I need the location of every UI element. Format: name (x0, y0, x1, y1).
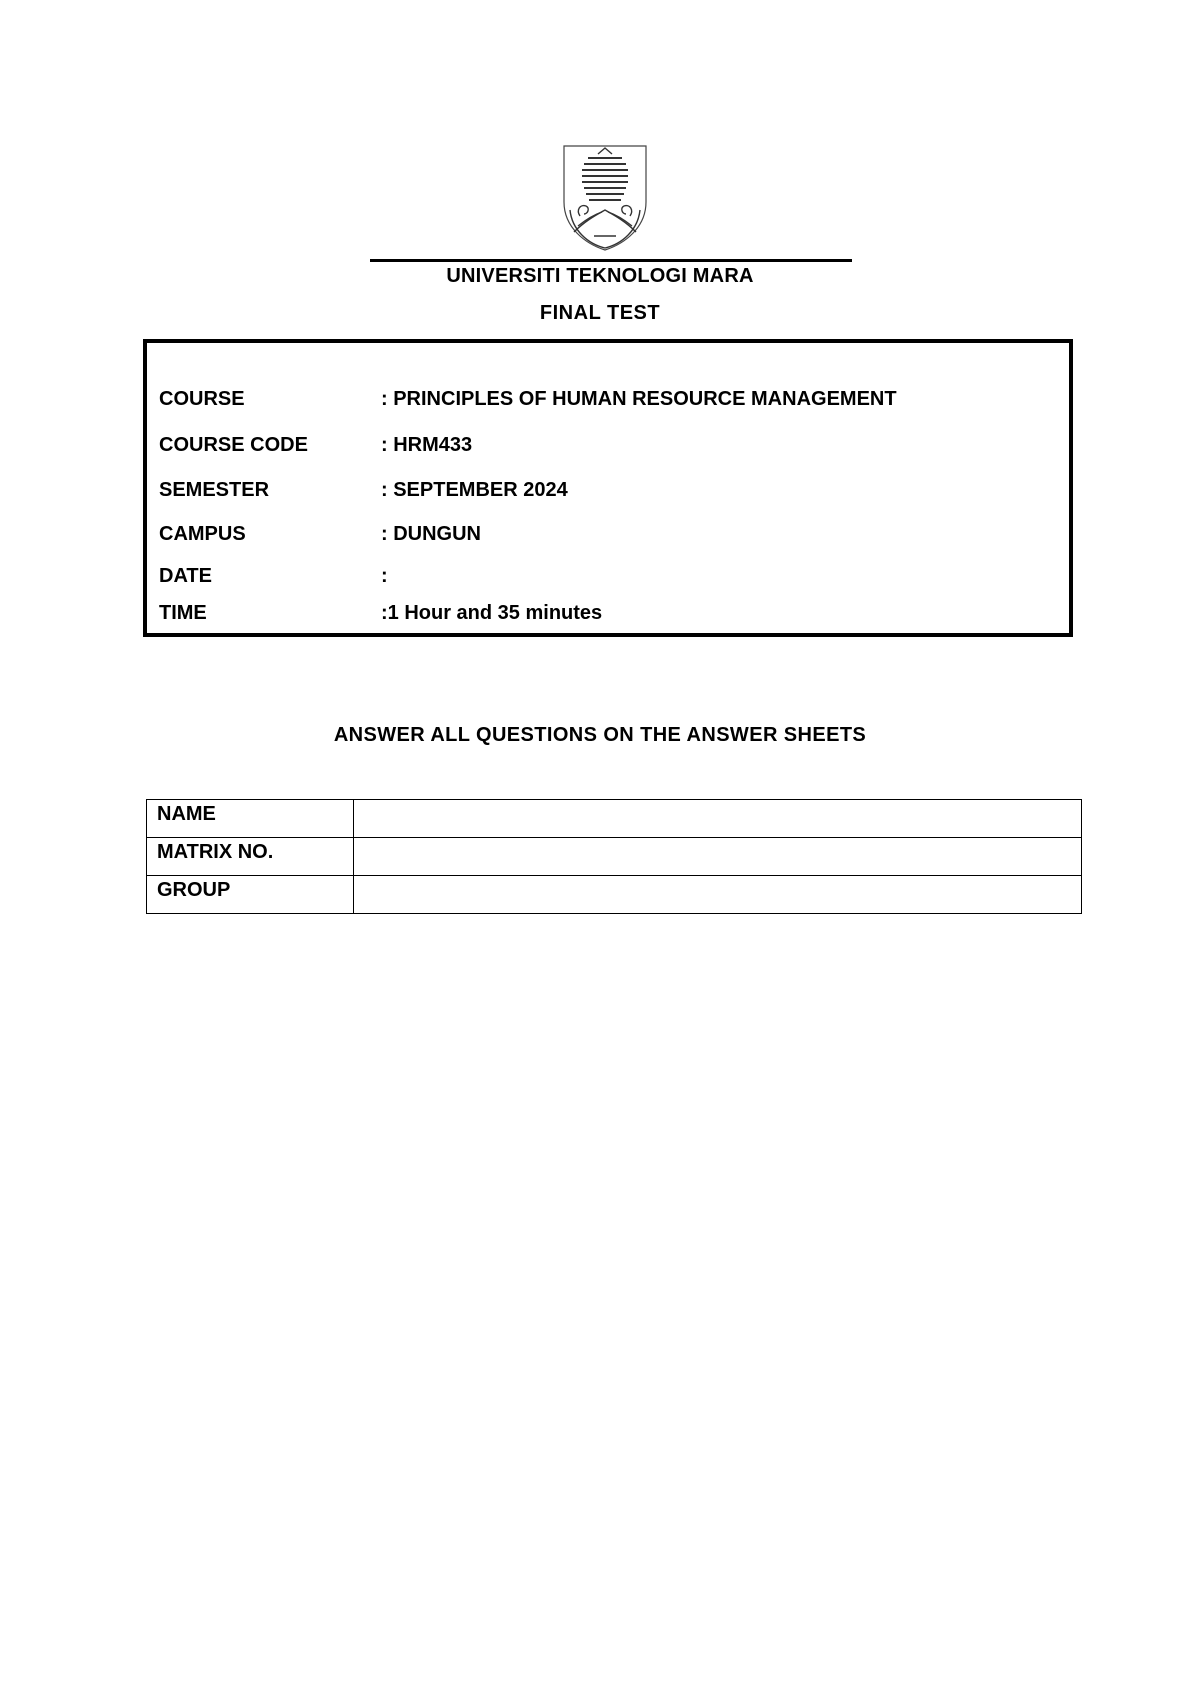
uitm-crest-icon (558, 140, 652, 252)
document-type: FINAL TEST (539, 302, 661, 324)
info-value: :1 Hour and 35 minutes (381, 602, 603, 624)
info-label: COURSE CODE (159, 434, 308, 456)
info-label: COURSE (159, 388, 245, 410)
info-value: : HRM433 (381, 434, 473, 456)
field-label: NAME (147, 800, 354, 838)
table-row (147, 876, 1082, 914)
exam-instruction: ANSWER ALL QUESTIONS ON THE ANSWER SHEETS (333, 724, 867, 746)
table-row (147, 838, 1082, 876)
info-value: : DUNGUN (381, 523, 481, 545)
header-rule (370, 259, 852, 262)
table-row (147, 800, 1082, 838)
student-details-table (146, 799, 1082, 914)
info-value: : PRINCIPLES OF HUMAN RESOURCE MANAGEMENT (381, 388, 897, 410)
info-label: SEMESTER (159, 479, 270, 501)
matrix-no-field[interactable] (354, 838, 1082, 876)
info-label: CAMPUS (159, 523, 246, 545)
info-value: : SEPTEMBER 2024 (381, 479, 568, 501)
field-label: MATRIX NO. (147, 838, 354, 876)
info-label: TIME (159, 602, 207, 624)
info-label: DATE (159, 565, 212, 587)
info-value: : (381, 565, 388, 587)
course-info-box (143, 339, 1073, 637)
field-label: GROUP (147, 876, 354, 914)
group-field[interactable] (354, 876, 1082, 914)
university-name: UNIVERSITI TEKNOLOGI MARA (446, 265, 754, 287)
name-field[interactable] (354, 800, 1082, 838)
